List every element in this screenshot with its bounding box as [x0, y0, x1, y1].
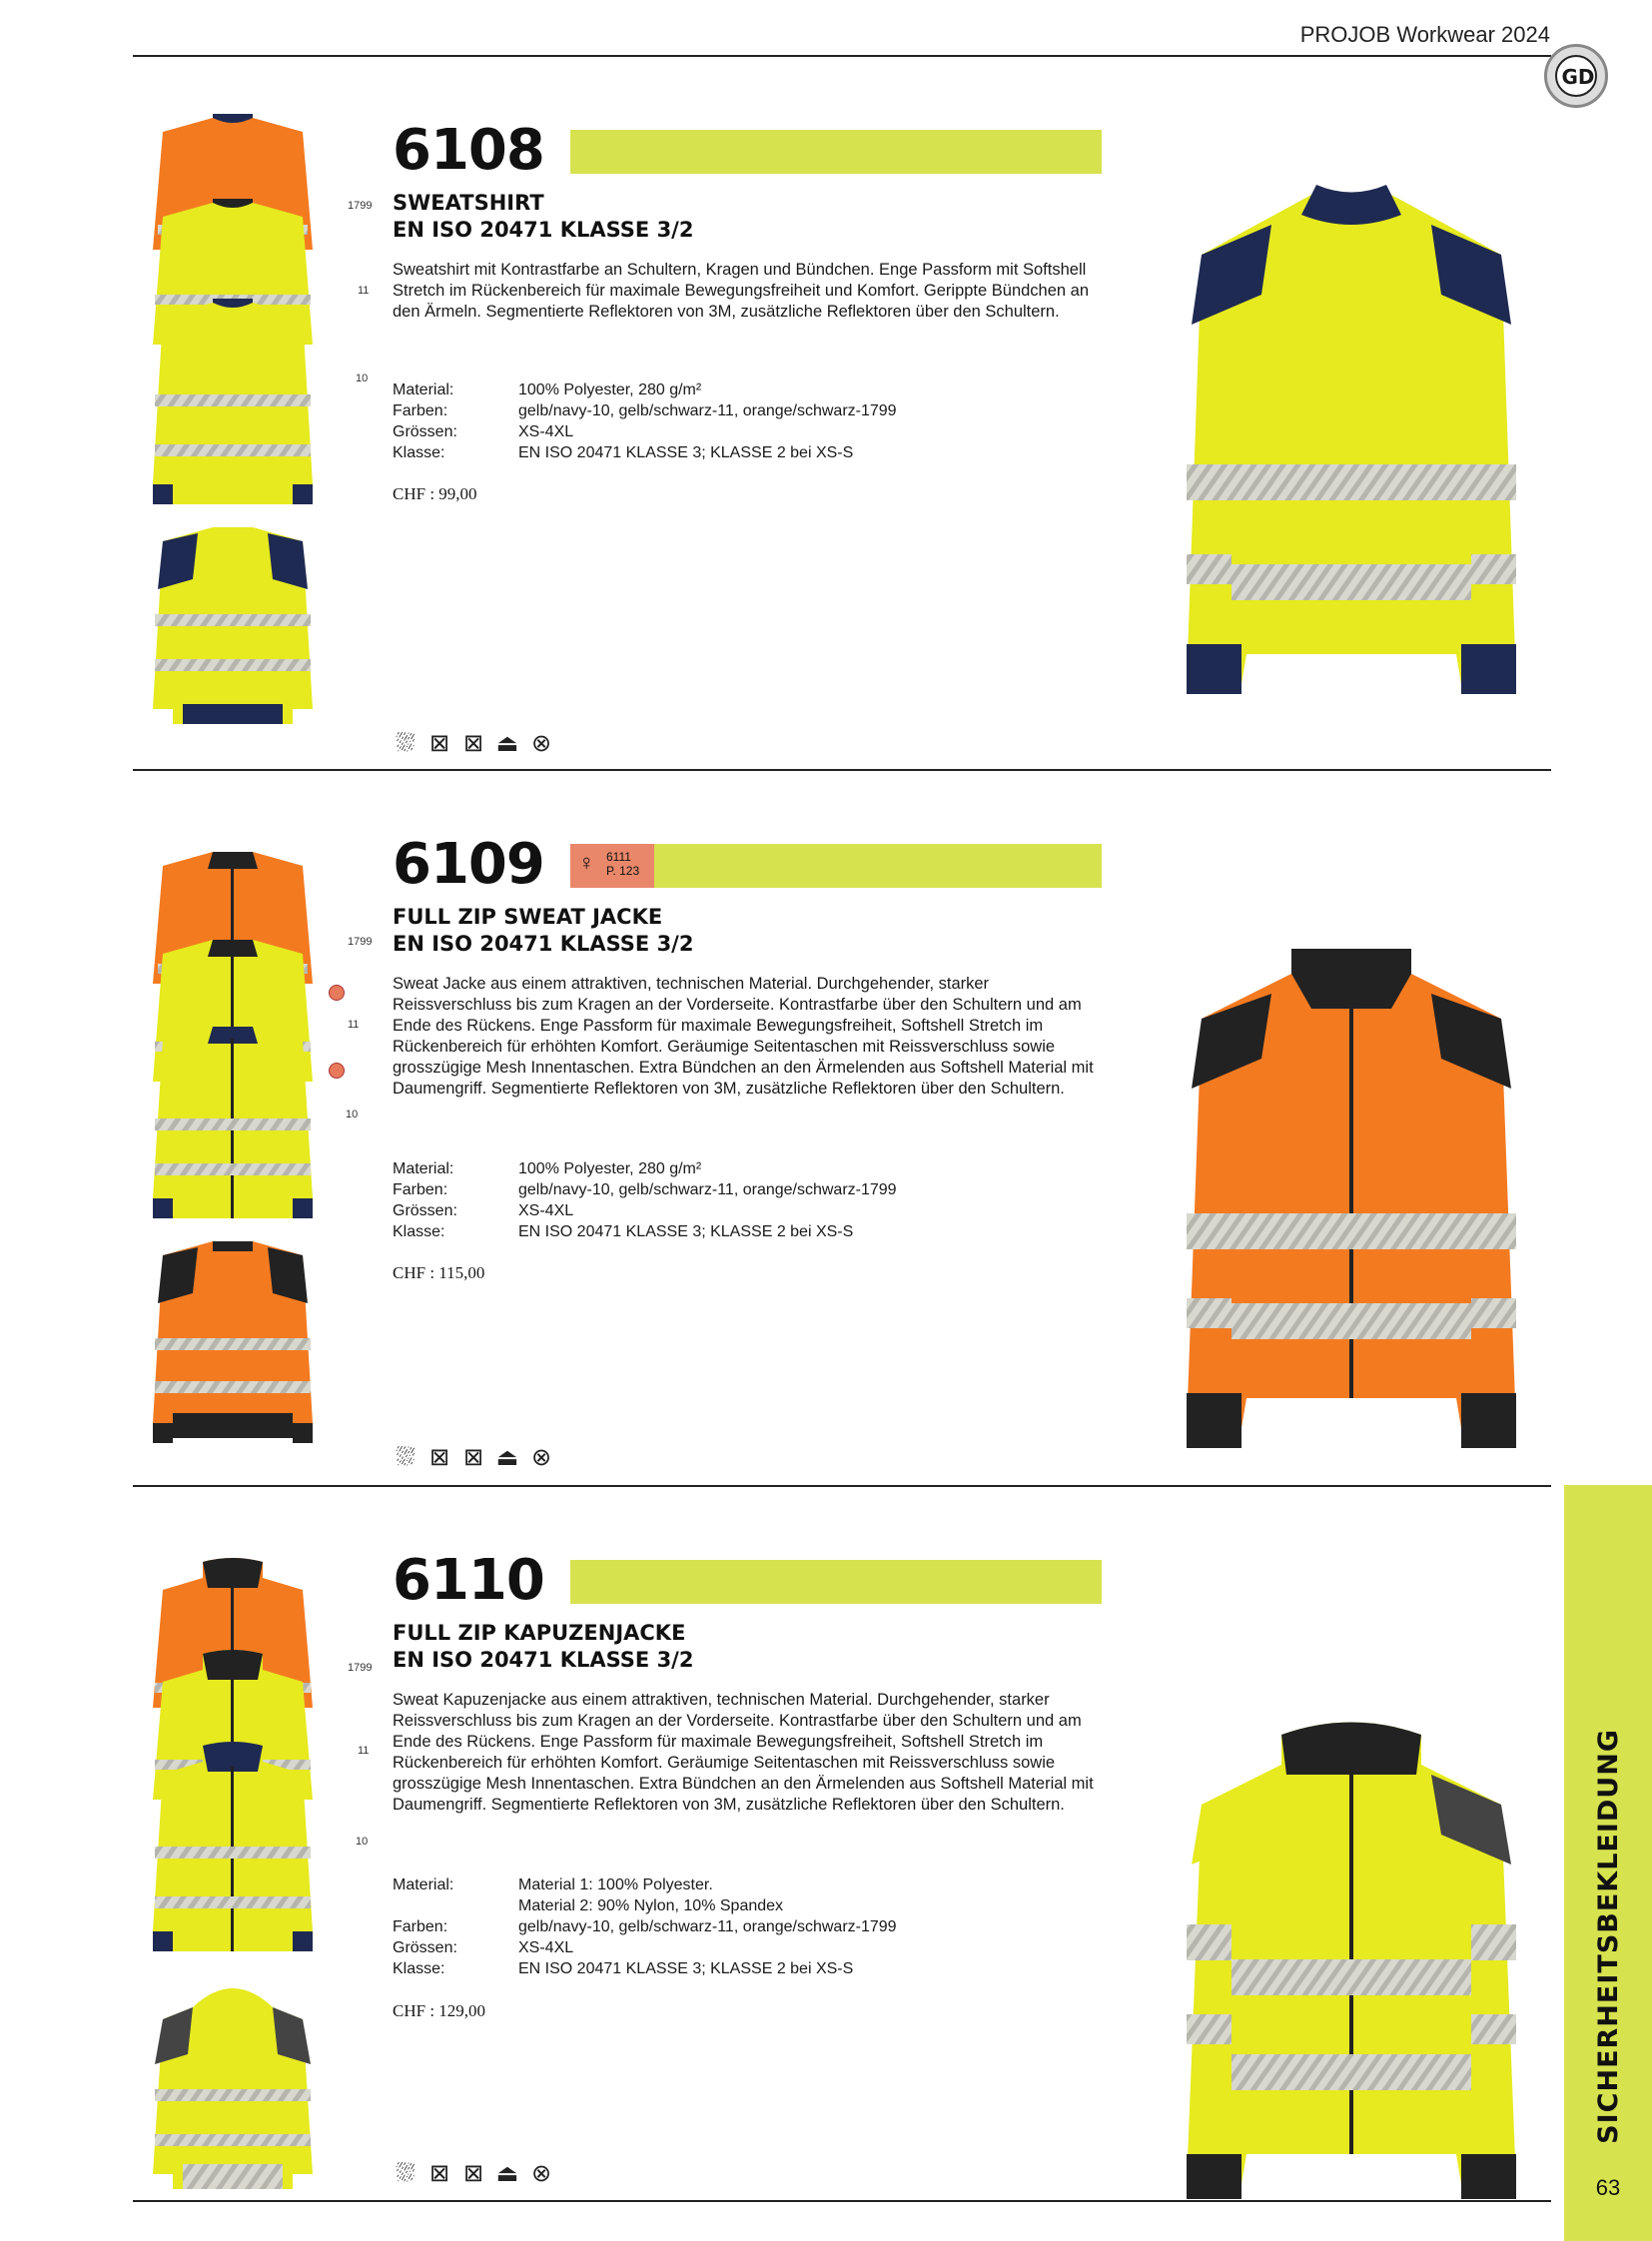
spec-key — [393, 1895, 518, 1916]
variant-label: 11 — [348, 1019, 360, 1031]
spec-value: gelb/navy-10, gelb/schwarz-11, orange/schwarz-1799 — [518, 1181, 897, 1198]
spec-key: Material: — [393, 1876, 454, 1893]
no-dry-clean-icon: ⊗ — [530, 1443, 552, 1471]
spec-row — [393, 379, 897, 400]
spec-row — [393, 1158, 897, 1179]
spec-key: Grössen: — [393, 1939, 457, 1956]
iron-low-icon: ⏏ — [495, 729, 519, 757]
variant-yellow-navy-image — [143, 1019, 323, 1228]
product-description: Sweatshirt mit Kontrastfarbe an Schultern, Kragen und Bündchen. Enge Passform mit Softshell Stretch im Rückenbereich für maximale Bewegungsfreiheit und Komfort. Gerippte Bündchen an den Ärmeln. Segmentierte Reflektoren von 3M, zusätzliche Reflektoren über den Schultern. — [393, 261, 1090, 321]
section-divider — [133, 769, 1551, 771]
female-icon — [329, 985, 345, 1001]
spec-row — [393, 1895, 897, 1916]
no-dry-clean-icon: ⊗ — [530, 729, 552, 757]
female-icon: ♀ — [578, 850, 595, 875]
variant-label: 10 — [356, 373, 369, 384]
accent-bar — [570, 130, 1102, 174]
spec-value: Material 1: 100% Polyester. — [518, 1876, 713, 1893]
spec-value: 100% Polyester, 280 g/m² — [518, 381, 702, 398]
brand-logo — [1544, 44, 1608, 108]
variant-back-view-image — [143, 1979, 323, 2194]
variant-yellow-navy-image — [143, 295, 323, 514]
category-label-wrapper — [1564, 1485, 1652, 2144]
section-divider — [133, 1485, 1551, 1487]
wash-40-icon: ⛆ — [396, 2159, 415, 2187]
variant-label: 10 — [346, 1109, 359, 1120]
header-divider — [133, 55, 1551, 57]
spec-key: Grössen: — [393, 1202, 457, 1219]
spec-value: EN ISO 20471 KLASSE 3; KLASSE 2 bei XS-S — [518, 444, 854, 461]
spec-value: XS-4XL — [518, 1202, 574, 1219]
product-6110 — [133, 1520, 1551, 2209]
product-title — [393, 1620, 693, 1674]
spec-row — [393, 1200, 897, 1221]
product-specs — [393, 1874, 897, 1979]
no-tumble-dry-icon: ⊠ — [462, 2159, 484, 2187]
spec-key: Grössen: — [393, 423, 457, 440]
no-tumble-dry-icon: ⊠ — [462, 1443, 484, 1471]
product-hero-image — [1162, 175, 1541, 734]
wash-40-icon: ⛆ — [396, 729, 415, 757]
female-icon — [329, 1063, 345, 1079]
section-divider — [133, 2200, 1551, 2202]
care-symbols — [393, 1443, 554, 1471]
spec-value: XS-4XL — [518, 423, 574, 440]
spec-row — [393, 421, 897, 442]
page-number: 63 — [1595, 2175, 1621, 2200]
product-title-line2: EN ISO 20471 KLASSE 3/2 — [393, 932, 694, 956]
product-hero-image — [1162, 1715, 1541, 2204]
product-specs — [393, 1158, 897, 1242]
spec-value: gelb/navy-10, gelb/schwarz-11, orange/schwarz-1799 — [518, 402, 897, 419]
product-title-line1: FULL ZIP SWEAT JACKE — [393, 905, 663, 929]
product-hero-image — [1162, 949, 1541, 1458]
logo-text: GD — [1561, 65, 1595, 89]
variant-back-view-image — [143, 519, 323, 729]
spec-row — [393, 400, 897, 421]
spec-key: Klasse: — [393, 1960, 445, 1977]
spec-row — [393, 1221, 897, 1242]
spec-key: Farben: — [393, 402, 448, 419]
no-dry-clean-icon: ⊗ — [530, 2159, 552, 2187]
badge-line2: P. 123 — [606, 864, 640, 878]
variant-label: 1799 — [348, 936, 373, 948]
variant-label: 1799 — [348, 1662, 373, 1674]
care-symbols — [393, 2159, 554, 2187]
variant-label: 11 — [358, 1745, 370, 1757]
wash-40-icon: ⛆ — [396, 1443, 415, 1471]
spec-row — [393, 442, 897, 463]
product-description: Sweat Jacke aus einem attraktiven, technischen Material. Durchgehender, starker Reissverschluss bis zum Kragen an der Vorderseite. Kontrastfarbe über den Schultern und am Ende des Rückens. Enge Passform für maximale Bewegungsfreiheit, Softshell Stretch im Rückenbereich für erhöhten Komfort. Geräumige Seitentaschen mit Reissverschluss sowie grosszügige Mesh Innentaschen. Extra Bündchen an den Ärmelenden aus Softshell Material mit Daumengriff. Segmentierte Reflektoren von 3M, zusätzliche Reflektoren über den Schultern. — [393, 975, 1094, 1098]
spec-key: Klasse: — [393, 1223, 445, 1240]
product-description: Sweat Kapuzenjacke aus einem attraktiven, technischen Material. Durchgehender, starker Reissverschluss bis zum Kragen an der Vorderseite. Kontrastfarbe über den Schultern und am Ende des Rückens. Enge Passform für maximale Bewegungsfreiheit, Softshell Stretch im Rückenbereich für erhöhten Komfort. Geräumige Seitentaschen mit Reissverschluss sowie grosszügige Mesh Innentaschen. Extra Bündchen an den Ärmelenden aus Softshell Material mit Daumengriff. Segmentierte Reflektoren von 3M, zusätzliche Reflektoren über den Schultern. — [393, 1691, 1094, 1814]
spec-value: EN ISO 20471 KLASSE 3; KLASSE 2 bei XS-S — [518, 1223, 854, 1240]
variant-back-view-image — [143, 1233, 323, 1448]
product-title-line1: SWEATSHIRT — [393, 191, 544, 215]
no-tumble-dry-icon: ⊠ — [462, 729, 484, 757]
spec-row — [393, 1179, 897, 1200]
spec-key: Farben: — [393, 1918, 448, 1935]
spec-key: Material: — [393, 381, 454, 398]
variant-label: 1799 — [348, 200, 373, 212]
spec-row — [393, 1958, 897, 1979]
product-code: 6110 — [393, 1548, 544, 1613]
product-title-line2: EN ISO 20471 KLASSE 3/2 — [393, 218, 694, 242]
variant-yellow-navy-image — [143, 1742, 323, 1961]
product-title-line1: FULL ZIP KAPUZENJACKE — [393, 1621, 686, 1645]
spec-value: EN ISO 20471 KLASSE 3; KLASSE 2 bei XS-S — [518, 1960, 854, 1977]
accent-bar — [570, 1560, 1102, 1604]
spec-value: gelb/navy-10, gelb/schwarz-11, orange/schwarz-1799 — [518, 1918, 897, 1935]
spec-key: Material: — [393, 1160, 454, 1177]
spec-value: 100% Polyester, 280 g/m² — [518, 1160, 702, 1177]
product-6108 — [133, 90, 1551, 769]
iron-low-icon: ⏏ — [495, 1443, 519, 1471]
catalog-title: PROJOB Workwear 2024 — [1299, 22, 1550, 47]
product-price: CHF : 115,00 — [393, 1263, 485, 1282]
iron-low-icon: ⏏ — [495, 2159, 519, 2187]
product-price: CHF : 99,00 — [393, 484, 477, 503]
product-title — [393, 904, 693, 958]
product-specs — [393, 379, 897, 463]
no-bleach-icon: ⊠ — [428, 729, 450, 757]
spec-row — [393, 1937, 897, 1958]
category-label: SICHERHEITSBEKLEIDUNG — [1592, 1729, 1624, 2144]
product-price: CHF : 129,00 — [393, 2001, 486, 2020]
care-symbols — [393, 729, 554, 757]
spec-row — [393, 1874, 897, 1895]
badge-line1: 6111 — [606, 850, 631, 864]
no-bleach-icon: ⊠ — [428, 1443, 450, 1471]
variant-label: 11 — [358, 285, 370, 297]
spec-row — [393, 1916, 897, 1937]
variant-label: 10 — [356, 1836, 369, 1848]
product-title-line2: EN ISO 20471 KLASSE 3/2 — [393, 1648, 694, 1672]
spec-key: Klasse: — [393, 444, 445, 461]
product-code: 6108 — [393, 118, 544, 183]
product-title — [393, 190, 693, 244]
product-6109 — [133, 804, 1551, 1483]
spec-value: XS-4XL — [518, 1939, 574, 1956]
female-version-badge[interactable] — [570, 844, 654, 888]
spec-value: Material 2: 90% Nylon, 10% Spandex — [518, 1897, 784, 1914]
badge-text — [606, 850, 639, 878]
spec-key: Farben: — [393, 1181, 448, 1198]
product-code: 6109 — [393, 832, 544, 897]
no-bleach-icon: ⊠ — [428, 2159, 450, 2187]
